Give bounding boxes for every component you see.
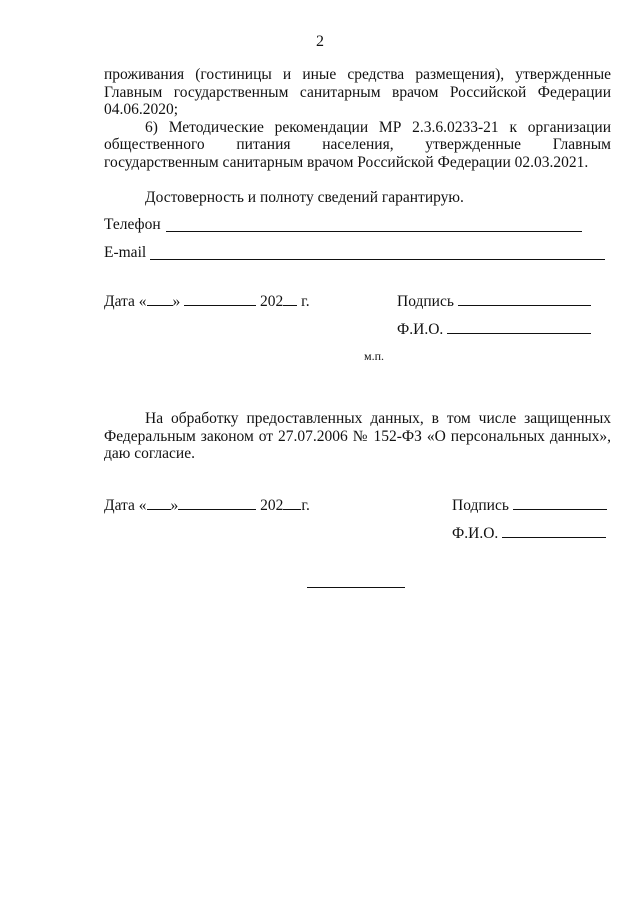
email-label: E-mail [104,244,147,261]
phone-field-line[interactable] [166,231,582,232]
fio-field-line[interactable] [502,537,606,538]
consent-paragraph [104,410,611,463]
email-field-line[interactable] [150,259,605,260]
intro-text: проживания (гостиницы и иные средства размещения), утвержденные Главным государственным санитарным врачом Российской Федерации 04.06.2020; [104,66,611,118]
day-field-line[interactable] [147,509,171,510]
date-row-1 [104,293,310,311]
fio-field-line[interactable] [447,333,591,334]
page-number: 2 [316,33,324,50]
year-suffix: г. [301,293,310,310]
signature-row-2 [452,497,607,515]
fio-label: Ф.И.О. [397,321,444,338]
phone-label: Телефон [104,216,161,233]
signature-label: Подпись [397,293,454,310]
year-suffix: г. [301,497,310,514]
fio-label: Ф.И.О. [452,525,499,542]
month-field-line[interactable] [178,509,256,510]
date-mid-label: » [170,497,179,514]
signature-row-1 [397,293,591,311]
date-open-label: Дата « [104,293,147,310]
guarantee-statement: Достоверность и полноту сведений гарантирую. [145,189,464,206]
end-separator-line [307,587,405,588]
signature-field-line[interactable] [513,509,607,510]
date-mid-label: » [172,293,181,310]
stamp-place-label: м.п. [364,349,385,363]
fio-row-1 [397,321,591,339]
intro-paragraph [104,66,611,171]
date-open-label: Дата « [104,497,147,514]
year-field-line[interactable] [283,305,297,306]
consent-text: На обработку предоставленных данных, в том числе защищенных Федеральным законом от 27.07.2006 № 152-ФЗ «О персональных данных», даю согласие. [104,410,611,462]
year-prefix: 202 [260,293,284,310]
fio-row-2 [452,525,606,543]
month-field-line[interactable] [184,305,256,306]
day-field-line[interactable] [147,305,173,306]
year-prefix: 202 [260,497,284,514]
signature-field-line[interactable] [458,305,591,306]
year-field-line[interactable] [283,509,301,510]
item-6-text: 6) Методические рекомендации МР 2.3.6.0233-21 к организации общественного питания населения, утвержденные Главным государственным санитарным врачом Российской Федерации 02.03.2021. [104,118,611,171]
signature-label: Подпись [452,497,509,514]
date-row-2 [104,497,310,515]
